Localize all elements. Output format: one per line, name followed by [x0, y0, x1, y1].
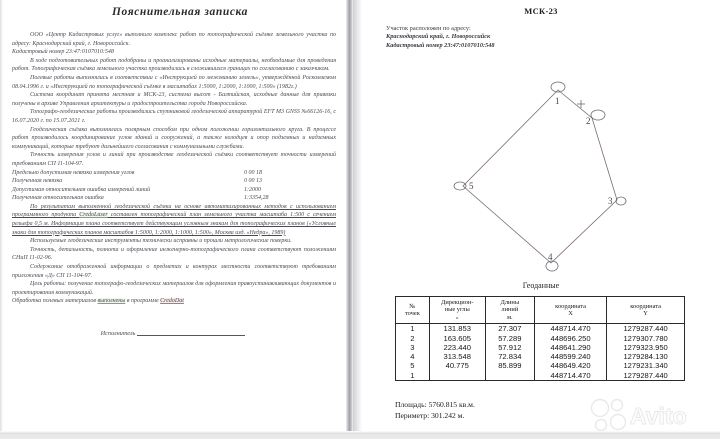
cell-coordinate-x: 448714.470 448696.250 448641.290 448599.240 448649.420 448714.470 — [534, 324, 606, 381]
cell-directional-angles: 131.853 163.605 223.440 313.548 40.775 — [429, 324, 485, 381]
results-text-before: По результатам выполненной геодезической съёмки на основе автоматизированных методов с использованием программного продукта — [12, 203, 336, 219]
results-text-after: составлен топографический план земельного участка масштаба 1:500 с сечением рельефа 0,5 м. Информация плана соответствует действующим условным знакам для топографических планов («Условные знаки для топографических планов масштабов 1:5000, 1:2000, 1:1000, 1:500», Москва изд. «Недра», 1989) — [12, 212, 336, 236]
paragraph-preparatory-works: В ходе подготовительных работ подобраны и проанализированы исходные материалы, необходимые для проведения работ. Топографическая съёмка земельного участка производилась в сложившихся границах по согласованию с заказчиком. — [12, 57, 336, 73]
paragraph-coordinate-system: Система координат принята местная и МСК-23, система высот - Балтийская, исходные данные для привязки получены в архиве Управления архитектуры и градостроительства города Новороссийска. — [12, 92, 336, 107]
processing-text-middle: в программе — [125, 298, 161, 305]
cell-coordinate-y: 1279287.440 1279307.780 1279323.950 1279284.130 1279231.340 1279287.440 — [607, 324, 685, 381]
paragraph-intro: ООО «Центр Кадастровых услуг» выполнило комплекс работ по топографической съёмке земельного участка по адресу: Краснодарский край, г. Новороссийск. — [12, 32, 336, 47]
table-header-row — [396, 297, 685, 324]
cell-line-lengths: 27.307 57.289 57.912 72.834 85.899 — [485, 324, 534, 381]
header-line-lengths: Длины линий м. — [485, 297, 534, 324]
vertex-marker-2 — [591, 110, 605, 120]
vertex-label-3: 3 — [608, 196, 613, 206]
parcel-boundary-polygon — [463, 90, 617, 263]
vertex-label-2: 2 — [586, 116, 591, 126]
paragraph-equipment: Топографо-геодезические работы производились спутниковой геодезической аппаратурой EFT M3 GNSS №66126-16, с 16.07.2020 г. по 15.07.2021 г. — [12, 109, 336, 124]
paragraph-accuracy: Точность измерения углов и линий при производстве геодезической съёмки соответствует точности измерений требованиям СП 11-104-97. — [12, 152, 336, 167]
metric-label: Полученная относительная ошибка — [12, 195, 104, 202]
page-fold-shadow — [353, 0, 362, 434]
signature-block — [0, 330, 346, 337]
address-intro: Участок расположен по адресу: — [386, 25, 471, 32]
address-cadastral-number: Кадастровый номер 23:47:0107010:548 — [386, 41, 495, 49]
parcel-summary — [395, 400, 475, 421]
vertex-label-5: 5 — [469, 181, 474, 191]
geodata-table-body — [396, 324, 685, 381]
address-location: Краснодарский край, г. Новороссийск — [386, 33, 491, 41]
geodata-table-wrapper — [395, 296, 685, 381]
metric-label: Допустимая относительная ошибка измерений линий — [12, 186, 151, 193]
metric-value: 0 00 18 — [244, 169, 262, 176]
vertex-label-4: 4 — [548, 252, 553, 262]
coordinate-system-label: МСК-23 — [524, 6, 558, 16]
metric-row — [12, 177, 336, 186]
header-point-number: № точек — [396, 297, 430, 324]
header-coordinate-x: координата X — [534, 297, 606, 324]
processing-line — [12, 297, 336, 306]
metric-value: 1:3354,28 — [244, 195, 269, 202]
paragraph-instruments: Используемые геодезические инструменты технически исправны и прошли метрологические поверки. — [30, 238, 292, 245]
software-credo-dat: CredoDat — [160, 298, 184, 305]
metric-value: 1:2000 — [244, 186, 261, 193]
paragraph-plan-completeness: Точность, детальность, полнота и оформление инженерно-топографического плана соответствуют положениям СНиП 11-02-96. — [12, 246, 336, 262]
page-title: Пояснительная записка — [111, 6, 249, 18]
underlined-results-block — [12, 203, 336, 237]
avito-wordmark: Avito — [630, 403, 687, 429]
paragraph-content-compliance: Содержание отображенной информации о предметах и контурах местности соответствуют требованиям приложения «Д» СП 11-104-97. — [12, 264, 336, 279]
vertex-label-1: 1 — [555, 96, 560, 106]
paragraph-cadastral-number: Кадастровый номер 23:47:0107010:548 — [12, 49, 114, 56]
processing-text-before: Обработка полевых материалов — [12, 298, 98, 305]
paragraph-work-goal: Цель работы: получение топографо-геодезических материалов для оформления правоустанавливающих документов и проектирования коммуникаций. — [12, 281, 336, 296]
table-row — [396, 324, 685, 381]
metric-row — [12, 186, 336, 195]
software-credo-laser: CredoLaser — [79, 212, 108, 219]
header-directional-angles: Дирекцион- ные углы о — [429, 297, 485, 324]
explanatory-note-body — [12, 31, 336, 306]
metric-value: 0 00 13 — [244, 178, 262, 185]
parcel-plan-diagram — [362, 62, 720, 277]
cell-point-numbers: 1 2 3 4 5 1 — [396, 324, 430, 381]
paragraph-field-works: Полевые работы выполнялись в соответствии с «Инструкцией по межеванию земель», утверждённой Роскомземом 08.04.1996 г. и «Инструкцией по топографической съёмке в масштабах 1:5000, 1:2000, 1:1000, 1:500» (1982г.) — [12, 74, 336, 90]
metric-row — [12, 194, 336, 203]
metric-label: Полученная невязка — [12, 178, 63, 185]
processing-done-word: выполнены — [97, 298, 126, 305]
geodata-table-head — [396, 297, 685, 324]
metric-row — [12, 169, 336, 178]
paragraph-survey-method: Геодезическая съёмка выполнялась полярным способом при одном положении горизонтального круга. В процессе работ производилось координирование углов зданий и сооружений, а также колодцев и опор подземных и надземных коммуникаций, которые требуют дальнейшего согласования с коммунальными службами. — [12, 126, 336, 150]
header-coordinate-y: координата Y — [607, 297, 685, 324]
signature-label: Исполнитель — [100, 330, 136, 337]
signature-line — [137, 335, 245, 336]
parcel-area: Площадь: 5760.815 кв.м. — [395, 400, 475, 409]
address-block — [386, 25, 720, 50]
geodata-table — [395, 296, 685, 381]
geodata-table-title: Геоданные — [522, 281, 560, 290]
metric-label: Предельно допустимая невязка измерения углов — [12, 169, 135, 176]
left-page — [0, 0, 346, 434]
parcel-polygon-svg — [362, 62, 720, 277]
vertex-marker-3 — [616, 197, 626, 205]
right-page — [362, 0, 720, 434]
page-fold-seam — [346, 0, 353, 434]
vertex-marker-5 — [454, 182, 466, 190]
parcel-perimeter: Периметр: 301.242 м. — [395, 410, 465, 420]
